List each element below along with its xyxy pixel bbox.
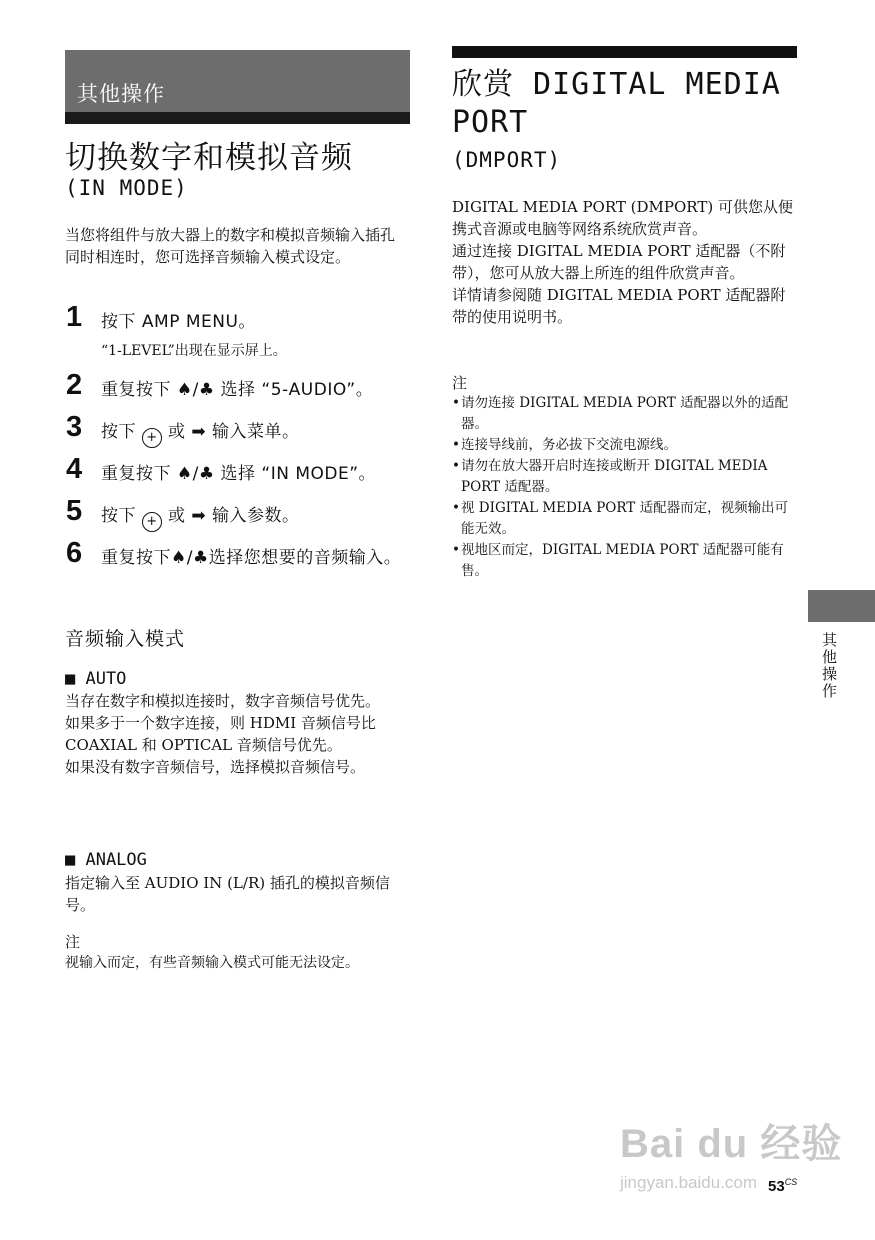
step-number: 1 — [66, 301, 83, 333]
right-top-rule — [452, 46, 797, 58]
auto-description — [65, 690, 407, 778]
note-item: • 视地区而定，DIGITAL MEDIA PORT 适配器可能有售。 — [452, 540, 798, 582]
right-para: 详情请参阅随 DIGITAL MEDIA PORT 适配器附带的使用说明书。 — [452, 286, 786, 326]
left-title: 切换数字和模拟音频 — [65, 140, 353, 176]
page-number-value: 53 — [768, 1178, 785, 1195]
step-number: 4 — [66, 453, 83, 485]
chapter-side-label: 其他操作 — [820, 632, 838, 700]
step-text: 按下 AMP MENU。 — [101, 312, 256, 332]
left-note-text: 视输入而定，有些音频输入模式可能无法设定。 — [65, 955, 359, 971]
analog-heading: ■ ANALOG — [65, 850, 147, 870]
step-text-post: 或 ➡ 输入菜单。 — [168, 422, 300, 442]
step-text-pre: 按下 — [101, 422, 136, 442]
left-note-heading: 注 — [65, 933, 81, 951]
step-text: 重复按下 ♠/♣ 选择 “5-AUDIO”。 — [101, 380, 374, 400]
right-subtitle: (DMPORT) — [452, 148, 562, 172]
auto-para: 如果没有数字音频信号，选择模拟音频信号。 — [65, 758, 366, 776]
step-subtext: “1-LEVEL”出现在显示屏上。 — [101, 343, 287, 359]
watermark-brand: Bai du 经验 — [620, 1122, 843, 1166]
right-body — [452, 196, 797, 328]
step-number: 5 — [66, 495, 83, 527]
auto-para: 如果多于一个数字连接，则 HDMI 音频信号比 COAXIAL 和 OPTICAL 音频信号优先。 — [65, 714, 376, 754]
baidu-watermark — [620, 1112, 842, 1193]
step-text: 重复按下 ♠/♣ 选择 “IN MODE”。 — [101, 464, 377, 484]
step-number: 2 — [66, 369, 83, 401]
step-text — [101, 503, 300, 532]
note-item: • 请勿在放大器开启时连接或断开 DIGITAL MEDIA PORT 适配器。 — [452, 456, 798, 498]
left-intro: 当您将组件与放大器上的数字和模拟音频输入插孔同时相连时，您可选择音频输入模式设定。 — [65, 226, 396, 266]
auto-para: 当存在数字和模拟连接时，数字音频信号优先。 — [65, 692, 381, 710]
step-text-pre: 按下 — [101, 506, 136, 526]
right-title-line2: PORT — [452, 105, 529, 140]
right-para: 通过连接 DIGITAL MEDIA PORT 适配器（不附带），您可从放大器上所连的组件欣赏声音。 — [452, 242, 786, 282]
right-note-heading: 注 — [452, 374, 468, 392]
auto-heading: ■ AUTO — [65, 669, 127, 689]
note-item: • 请勿连接 DIGITAL MEDIA PORT 适配器以外的适配器。 — [452, 393, 798, 435]
enter-button-icon: + — [142, 428, 162, 448]
watermark-url: jingyan.baidu.com — [620, 1173, 758, 1192]
step-number: 6 — [66, 537, 83, 569]
modes-heading: 音频输入模式 — [65, 628, 186, 650]
enter-button-icon: + — [142, 512, 162, 532]
section-header-label: 其他操作 — [77, 82, 165, 106]
page-number — [768, 1177, 797, 1195]
note-item: • 视 DIGITAL MEDIA PORT 适配器而定，视频输出可能无效。 — [452, 498, 798, 540]
step-text — [101, 419, 300, 448]
analog-description: 指定输入至 AUDIO IN (L/R) 插孔的模拟音频信号。 — [65, 874, 390, 914]
right-title-line1: 欣赏 DIGITAL MEDIA — [452, 67, 781, 102]
section-header-bar — [65, 50, 410, 124]
note-item: • 连接导线前，务必拔下交流电源线。 — [452, 435, 798, 456]
right-para: DIGITAL MEDIA PORT (DMPORT) 可供您从便携式音源或电脑等网络系统欣赏声音。 — [452, 198, 793, 238]
step-text: 重复按下♠/♣选择您想要的音频输入。 — [101, 548, 402, 568]
page-number-suffix: CS — [784, 1177, 798, 1187]
right-note-list — [452, 393, 798, 582]
left-subtitle: (IN MODE) — [65, 176, 188, 200]
step-number: 3 — [66, 411, 83, 443]
step-text-post: 或 ➡ 输入参数。 — [168, 506, 300, 526]
section-header-rule — [65, 112, 410, 124]
chapter-side-tab — [808, 590, 875, 622]
